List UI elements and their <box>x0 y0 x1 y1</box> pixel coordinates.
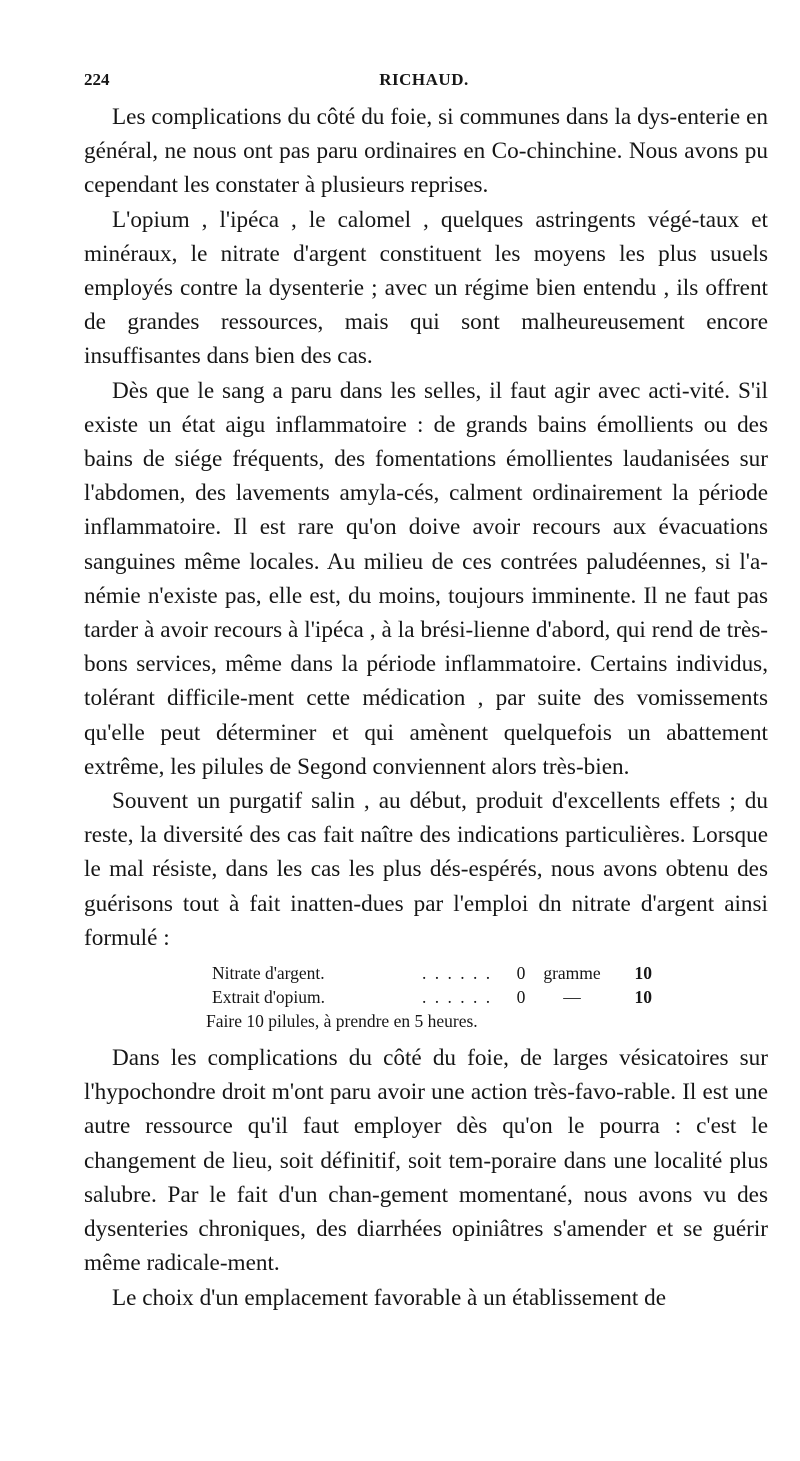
ingredient-name: Extrait d'opium. <box>212 987 325 1008</box>
prescription <box>84 961 768 1033</box>
running-title: RICHAUD. <box>379 70 469 89</box>
leader-dots: . . . . . . <box>422 963 493 984</box>
paragraph-purgative: Souvent un purgatif salin , au début, produit d'excellents effets ; du reste, la diversité des cas fait naître des indications particulières. Lorsque le mal résiste, dans les cas les plus dés-espérés, nous avons obtenu des guérisons tout à fait inatten-dues par l'emploi dn nitrate d'argent ainsi formulé : <box>84 788 768 951</box>
paragraph-remedies: L'opium , l'ipéca , le calomel , quelques astringents végé-taux et minéraux, le nitrate d'argent constituent les moyens les plus usuels employés contre la dysenterie ; avec un régime bien entendu , ils offrent de grandes ressources, mais qui sont malheureusement encore insuffisantes dans bien des cas. <box>84 206 768 370</box>
prescription-instructions: Faire 10 pilules, à prendre en 5 heures. <box>206 1011 478 1032</box>
quantity-fraction: 10 <box>634 963 652 984</box>
page-header <box>84 64 764 94</box>
prescription-row <box>84 961 768 985</box>
page-number: 224 <box>84 70 110 89</box>
prescription-row <box>84 985 768 1009</box>
paragraph-location-choice: Le choix d'un emplacement favorable à un établissement de <box>112 1284 667 1311</box>
paragraph-liver-complications: Les complications du côté du foie, si communes dans la dys-enterie en général, ne nous ont pas paru ordinaires en Co-chinchine. Nous avons pu cependant les constater à plusieurs reprises. <box>84 104 768 199</box>
paragraph-vesicatories: Dans les complications du côté du foie, de larges vésicatoires sur l'hypochondre droit m'ont paru avoir une action très-favo-rable. Il est une autre ressource qu'il faut employer dès qu'on le pourra : c'est le changement de lieu, soit définitif, soit tem-poraire dans une localité plus salubre. Par le fait d'un chan-gement momentané, nous avons vu des dysenteries chroniques, des diarrhées opiniâtres s'amender et se guérir même radicale-ment. <box>84 1045 768 1277</box>
page-body <box>84 100 768 1315</box>
quantity-unit: — <box>563 987 581 1008</box>
quantity-unit: gramme <box>543 963 601 984</box>
quantity-whole: 0 <box>516 987 526 1008</box>
paragraph-treatment: Dès que le sang a paru dans les selles, il faut agir avec acti-vité. S'il existe un état aigu inflammatoire : de grands bains émollients ou des bains de siége fréquents, des fomentations émollientes laudanisées sur l'abdomen, des lavements amyla-cés, calment ordinairement la période inflammatoire. Il est rare qu'on doive avoir recours aux évacuations sanguines même locales. Au milieu de ces contrées paludéennes, si l'a-némie n'existe pas, elle est, du moins, toujours imminente. Il ne faut pas tarder à avoir recours à l'ipéca , à la brési-lienne d'abord, qui rend de très-bons services, même dans la période inflammatoire. Certains individus, tolérant difficile-ment cette médication , par suite des vomissements qu'elle peut déterminer et qui amènent quelquefois un abattement extrême, les pilules de Segond conviennent alors très-bien. <box>84 377 768 780</box>
quantity-fraction: 10 <box>634 987 652 1008</box>
ingredient-name: Nitrate d'argent. <box>212 963 325 984</box>
quantity-whole: 0 <box>516 963 526 984</box>
leader-dots: . . . . . . <box>422 987 493 1008</box>
